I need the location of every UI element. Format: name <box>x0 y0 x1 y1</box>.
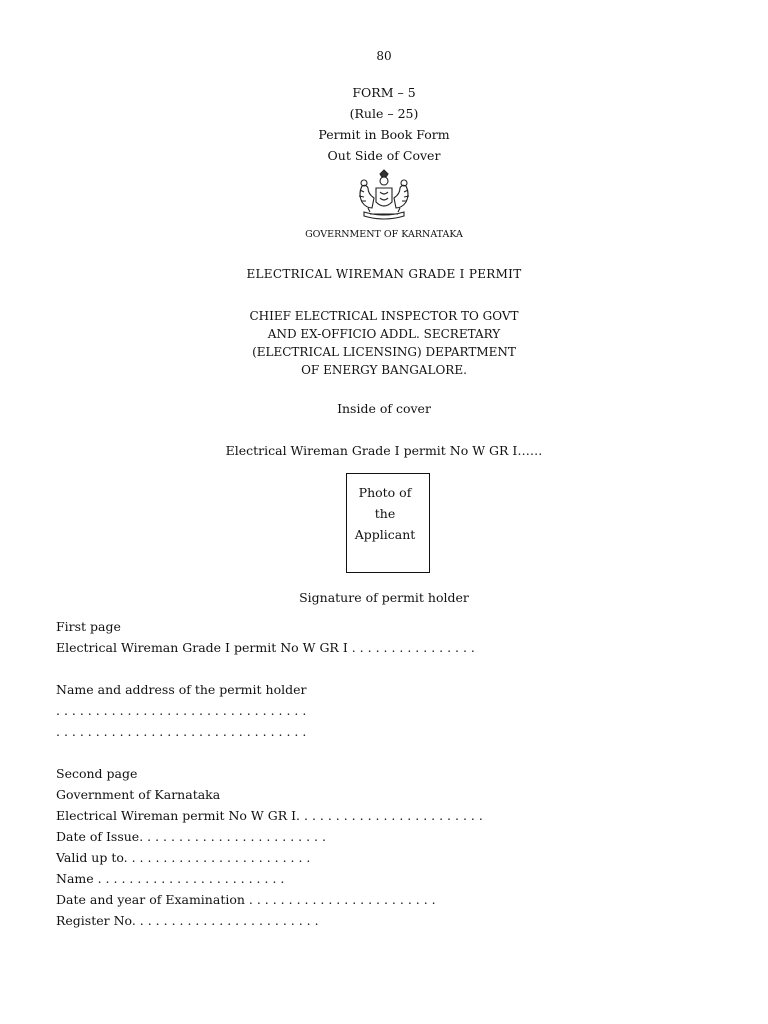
government-heading: GOVERNMENT OF KARNATAKA <box>305 229 463 240</box>
name-address-dots-1: . . . . . . . . . . . . . . . . . . . . . . . . . . . . . . . . <box>56 703 307 718</box>
photo-box-line-2: the <box>374 506 396 521</box>
photo-box <box>346 473 430 573</box>
authority-line-2: AND EX-OFFICIO ADDL. SECRETARY <box>267 327 501 341</box>
name-address-dots-2: . . . . . . . . . . . . . . . . . . . . . . . . . . . . . . . . <box>56 724 307 739</box>
form-subtitle: Permit in Book Form <box>318 127 450 142</box>
holder-name: Name . . . . . . . . . . . . . . . . . . . . . . . . <box>56 871 285 886</box>
first-page-permit-number: Electrical Wireman Grade I permit No W GR I . . . . . . . . . . . . . . . . <box>56 640 475 655</box>
authority-line-3: (ELECTRICAL LICENSING) DEPARTMENT <box>252 345 516 359</box>
photo-box-line-3: Applicant <box>354 527 416 542</box>
inside-cover-permit-number: Electrical Wireman Grade I permit No W GR I…… <box>225 443 543 458</box>
rule-reference: (Rule – 25) <box>349 106 419 121</box>
cover-label: Out Side of Cover <box>327 148 441 163</box>
second-page-government: Government of Karnataka <box>56 787 221 802</box>
form-number: FORM – 5 <box>352 85 416 100</box>
page-number: 80 <box>376 49 392 63</box>
second-page-heading: Second page <box>56 766 138 781</box>
first-page-heading: First page <box>56 619 121 634</box>
register-number: Register No. . . . . . . . . . . . . . . . . . . . . . . . <box>56 913 319 928</box>
authority-line-1: CHIEF ELECTRICAL INSPECTOR TO GOVT <box>249 309 519 323</box>
valid-up-to: Valid up to. . . . . . . . . . . . . . . . . . . . . . . . <box>56 850 311 865</box>
date-of-issue: Date of Issue. . . . . . . . . . . . . . . . . . . . . . . . <box>56 829 326 844</box>
state-emblem-icon <box>354 168 414 226</box>
photo-box-line-1: Photo of <box>358 485 412 500</box>
examination-date: Date and year of Examination . . . . . . . . . . . . . . . . . . . . . . . . <box>56 892 436 907</box>
second-page-permit-number: Electrical Wireman permit No W GR I. . . . . . . . . . . . . . . . . . . . . . . . <box>56 808 483 823</box>
signature-label: Signature of permit holder <box>299 590 469 605</box>
authority-line-4: OF ENERGY BANGALORE. <box>301 363 467 377</box>
permit-title: ELECTRICAL WIREMAN GRADE I PERMIT <box>246 267 522 281</box>
inside-cover-label: Inside of cover <box>337 401 431 416</box>
name-address-label: Name and address of the permit holder <box>56 682 307 697</box>
